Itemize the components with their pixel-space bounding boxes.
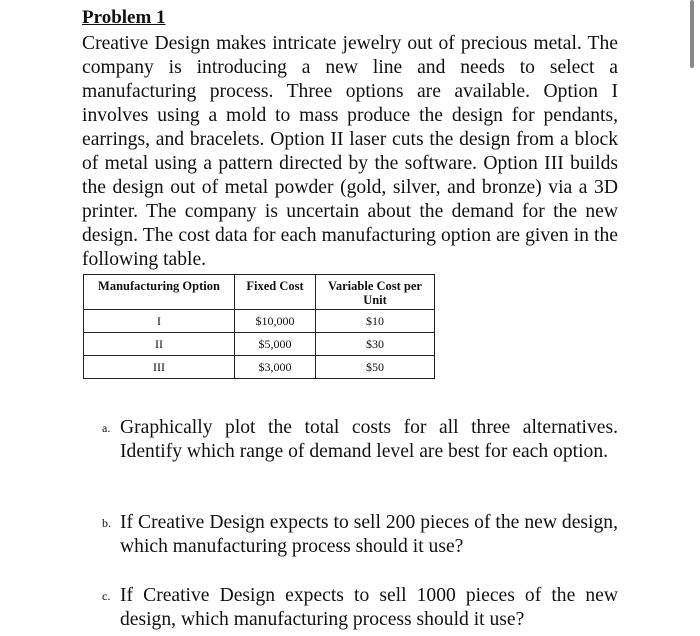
fixed-cost-cell: $5,000 [235, 333, 316, 356]
question-label: c. [102, 589, 111, 603]
question-label: b. [102, 516, 111, 530]
fixed-cost-cell: $10,000 [235, 310, 316, 333]
option-cell: I [84, 310, 235, 333]
header-manufacturing-option: Manufacturing Option [84, 275, 235, 310]
cost-table [83, 274, 435, 379]
problem-intro: Creative Design makes intricate jewelry out of precious metal. The company is introducing a new line and needs to select a manufacturing process. Three options are available. Option I involves using a mold to mass produce the design for pendants, earrings, and bracelets. Option II laser cuts the design from a block of metal using a pattern directed by the software. Option III builds the design out of metal powder (gold, silver, and bronze) via a 3D printer. The company is uncertain about the demand for the new design. The cost data for each manufacturing option are given in the following table. [82, 33, 618, 270]
question-text: If Creative Design expects to sell 200 pieces of the new design, which manufacturing process should it use? [120, 512, 618, 557]
variable-cost-cell: $50 [316, 356, 435, 379]
fixed-cost-cell: $3,000 [235, 356, 316, 379]
question-b [98, 510, 618, 559]
table-row [84, 310, 435, 333]
question-text: Graphically plot the total costs for all three alternatives. Identify which range of demand level are best for each option. [120, 417, 618, 462]
question-label: a. [102, 421, 111, 435]
scrollbar[interactable] [690, 0, 694, 68]
problem-title: Problem 1 [82, 7, 166, 28]
question-c [98, 583, 618, 632]
option-cell: III [84, 356, 235, 379]
header-fixed-cost: Fixed Cost [235, 275, 316, 310]
option-cell: II [84, 333, 235, 356]
question-text: If Creative Design expects to sell 1000 pieces of the new design, which manufacturing process should it use? [120, 585, 618, 630]
variable-cost-cell: $30 [316, 333, 435, 356]
question-a [98, 415, 618, 464]
table-row [84, 356, 435, 379]
table-row [84, 333, 435, 356]
table-header-row [84, 275, 435, 310]
header-variable-cost: Variable Cost per Unit [316, 275, 435, 310]
variable-cost-cell: $10 [316, 310, 435, 333]
